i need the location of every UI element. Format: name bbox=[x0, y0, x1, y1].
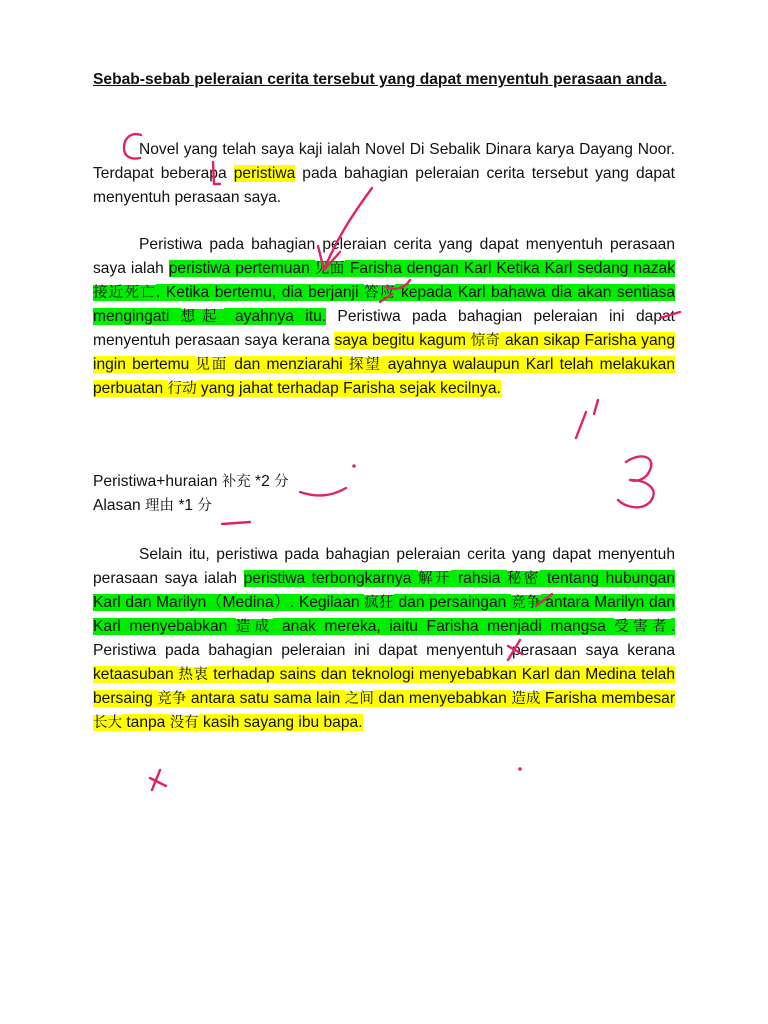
p2-zh-2: 接近死亡 bbox=[93, 285, 156, 301]
p2-lead: Peristiwa pada bahagian peleraian cerita yang dapat menyentuh perasaan saya ialah bbox=[93, 236, 675, 277]
dot-mark-2 bbox=[518, 767, 522, 771]
p2-zh-7: 探望 bbox=[348, 357, 382, 373]
p3-zh-9: 之间 bbox=[344, 691, 374, 707]
underline-mark-2 bbox=[222, 522, 250, 524]
scoring-line-1 bbox=[93, 470, 289, 494]
scoring-value-1: *2 bbox=[250, 473, 275, 490]
p3-green-1: peristiwa terbongkarnya bbox=[243, 570, 418, 587]
p3-zh-5: 造成 bbox=[235, 619, 274, 635]
scoring-line-2 bbox=[93, 494, 212, 518]
scoring-zh-1: 补充 bbox=[221, 474, 251, 490]
underline-mark-1 bbox=[300, 488, 346, 495]
p2-zh-8: 行动 bbox=[167, 381, 197, 397]
p3-yellow-2: terhadap sains dan teknologi menyebabkan Karl dan Medina telah bersaing bbox=[93, 666, 675, 707]
p2-zh-5: 惊奇 bbox=[470, 333, 501, 349]
scoring-label-2: Alasan bbox=[93, 497, 146, 514]
scoring-unit-1: 分 bbox=[274, 474, 289, 490]
intro-text-end: pada bahagian peleraian cerita tersebut yang dapat menyentuh perasaan saya. bbox=[93, 165, 676, 206]
p3-zh-1: 解开 bbox=[417, 571, 452, 587]
p3-zh-8: 竞争 bbox=[157, 691, 187, 707]
scoring-value-2: *1 bbox=[174, 497, 198, 514]
p2-green-4: kepada Karl bahawa dia akan sentiasa mengingati bbox=[93, 284, 676, 325]
p3-zh-10: 造成 bbox=[511, 691, 541, 707]
p3-green-3: tentang hubungan Karl dan Marilyn（Medina）. Kegilaan bbox=[93, 570, 675, 611]
p2-green-1: peristiwa pertemuan bbox=[168, 260, 315, 277]
score-three-mark bbox=[618, 456, 654, 507]
p2-yellow-1: saya begitu kagum bbox=[334, 332, 471, 349]
tick-mark-3 bbox=[576, 400, 598, 438]
paragraph-event-one bbox=[93, 233, 675, 401]
p3-zh-4: 竞争 bbox=[510, 595, 541, 611]
p2-green-2: Farisha dengan Karl Ketika Karl sedang nazak bbox=[344, 260, 675, 277]
p3-green-2: rahsia bbox=[451, 570, 507, 587]
tick-mark-6 bbox=[150, 770, 166, 790]
p3-zh-12: 没有 bbox=[169, 715, 199, 731]
p2-zh-1: 见面 bbox=[314, 261, 345, 277]
p3-yellow-3: antara satu sama lain bbox=[186, 690, 345, 707]
p2-zh-4: 想起 bbox=[180, 309, 224, 325]
p2-yellow-4: ayahnya walaupun Karl telah melakukan perbuatan bbox=[93, 356, 675, 397]
p3-green-5: antara Marilyn dan Karl menyebabkan bbox=[93, 594, 675, 635]
scoring-zh-2: 理由 bbox=[145, 498, 175, 514]
paragraph-intro bbox=[93, 138, 675, 210]
dot-mark-1 bbox=[352, 464, 356, 468]
p2-yellow-3: dan menziarahi bbox=[228, 356, 349, 373]
p2-zh-6: 见面 bbox=[195, 357, 229, 373]
p2-yellow-5: yang jahat terhadap Farisha sejak kecilnya. bbox=[196, 380, 501, 397]
p3-zh-7: 热衷 bbox=[178, 667, 209, 683]
p2-green-3: . Ketika bertemu, dia berjanji bbox=[155, 284, 364, 301]
paragraph-event-two bbox=[93, 543, 675, 735]
p3-lead: Selain itu, peristiwa pada bahagian peleraian cerita yang dapat menyentuh perasaan saya ialah bbox=[93, 546, 675, 587]
p3-zh-3: 疯狂 bbox=[364, 595, 394, 611]
p3-yellow-6: tanpa bbox=[122, 714, 170, 731]
page-title: Sebab-sebab peleraian cerita tersebut yang dapat menyentuh perasaan anda. bbox=[93, 71, 667, 88]
p3-green-7: . bbox=[670, 618, 676, 635]
p2-yellow-2: akan sikap Farisha yang ingin bertemu bbox=[93, 332, 675, 373]
scoring-label-1: Peristiwa+huraian bbox=[93, 473, 222, 490]
p3-zh-11: 长大 bbox=[93, 715, 122, 731]
p3-yellow-4: dan menyebabkan bbox=[373, 690, 512, 707]
p3-green-6: anak mereka, iaitu Farisha menjadi mangsa bbox=[273, 618, 615, 635]
p3-zh-6: 受害者 bbox=[614, 619, 671, 635]
p3-yellow-5: Farisha membesar bbox=[540, 690, 676, 707]
p3-yellow-7: kasih sayang ibu bapa. bbox=[198, 714, 363, 731]
intro-text: Novel yang telah saya kaji ialah Novel Di Sebalik Dinara karya Dayang Noor. Terdapat beberapa bbox=[93, 141, 675, 182]
p2-mid: Peristiwa pada bahagian peleraian ini dapat menyentuh perasaan saya kerana bbox=[93, 308, 675, 349]
p2-zh-3: 答应 bbox=[364, 285, 396, 301]
highlight-peristiwa: peristiwa bbox=[233, 165, 296, 182]
scoring-unit-2: 分 bbox=[197, 498, 212, 514]
p3-zh-2: 秘密 bbox=[507, 571, 541, 587]
p3-mid: Peristiwa pada bahagian peleraian ini dapat menyentuh perasaan saya kerana bbox=[93, 642, 675, 659]
p3-yellow-1: ketaasuban bbox=[93, 666, 179, 683]
p3-green-4: dan persaingan bbox=[393, 594, 511, 611]
p2-green-5: ayahnya itu. bbox=[223, 308, 327, 325]
